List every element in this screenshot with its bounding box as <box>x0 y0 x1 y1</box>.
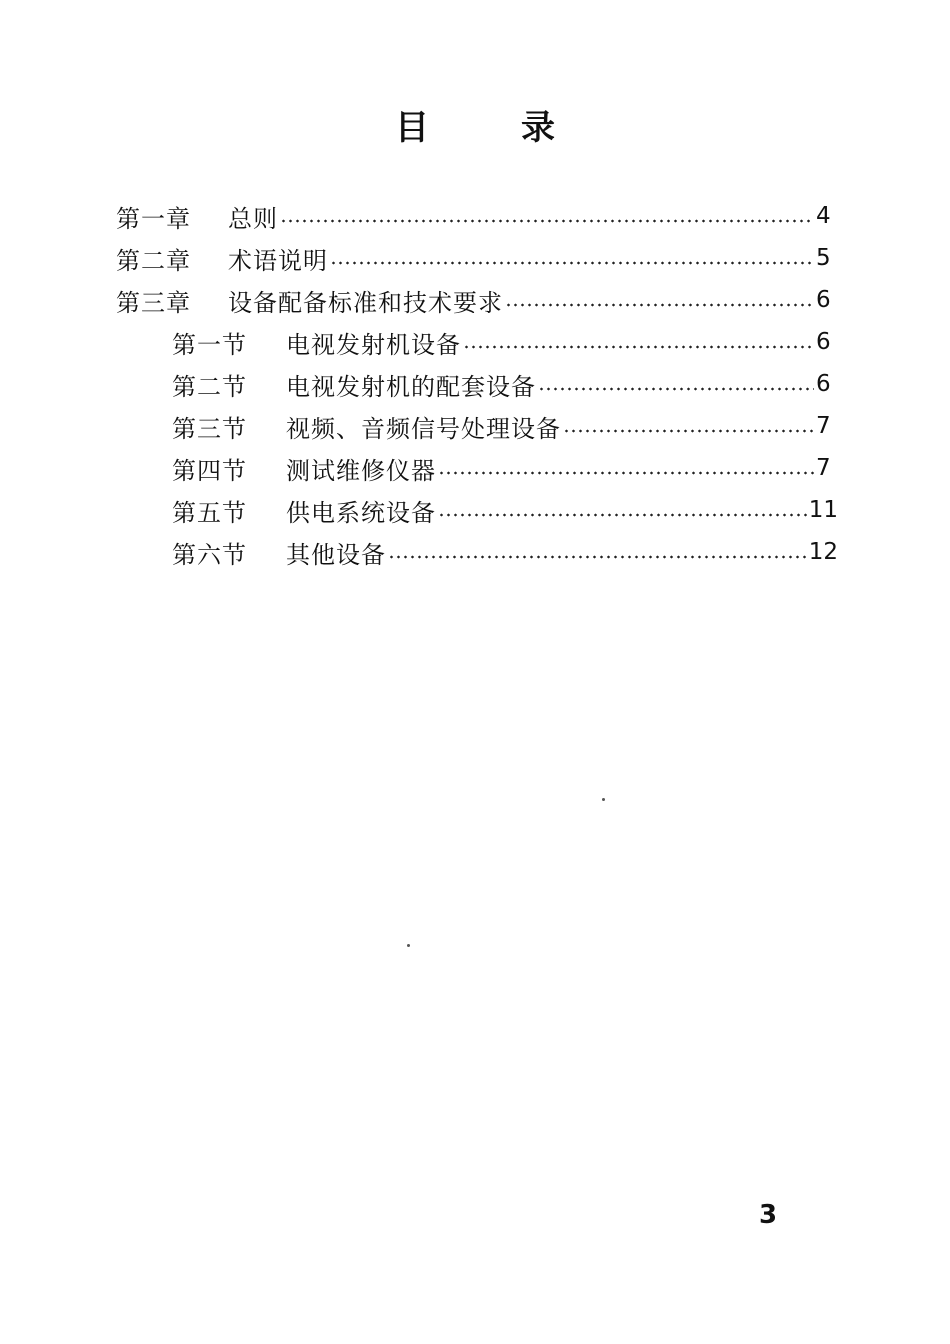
toc-entry-label: 第四节 <box>172 456 247 485</box>
dot-leader <box>330 260 814 266</box>
toc-entry-page: 6 <box>816 329 831 355</box>
toc-entry-label: 第三章 <box>116 288 191 317</box>
toc-entry-title: 视频、音频信号处理设备 <box>286 414 561 443</box>
dot-leader <box>538 386 814 392</box>
toc-entry-section-2[interactable] <box>172 364 838 404</box>
toc-entry-label: 第二章 <box>116 246 191 275</box>
toc-entry-section-4[interactable] <box>172 448 838 488</box>
toc-entry-label: 第六节 <box>172 540 247 569</box>
toc-entry-title: 供电系统设备 <box>286 498 436 527</box>
dot-leader <box>563 428 814 434</box>
toc-entry-chapter-3[interactable] <box>116 280 838 320</box>
title-char-2: 录 <box>521 108 555 148</box>
toc-entry-page: 4 <box>816 203 831 229</box>
dot-leader <box>438 470 814 476</box>
scan-speck <box>602 798 605 801</box>
toc-entry-chapter-1[interactable] <box>116 196 838 236</box>
toc-entry-title: 电视发射机的配套设备 <box>286 372 536 401</box>
toc-entry-label: 第二节 <box>172 372 247 401</box>
toc-entry-chapter-2[interactable] <box>116 238 838 278</box>
toc-entry-page: 12 <box>808 539 838 565</box>
toc-entry-page: 11 <box>808 497 838 523</box>
toc-entry-page: 5 <box>816 245 831 271</box>
title-char-1: 目 <box>395 108 429 148</box>
toc-entry-section-3[interactable] <box>172 406 838 446</box>
toc-entry-section-6[interactable] <box>172 532 838 572</box>
toc-entry-label: 第三节 <box>172 414 247 443</box>
toc-entry-title: 测试维修仪器 <box>286 456 436 485</box>
toc-entry-title: 设备配备标准和技术要求 <box>228 288 503 317</box>
dot-leader <box>463 344 814 350</box>
toc-entry-section-1[interactable] <box>172 322 838 362</box>
toc-entry-label: 第一章 <box>116 204 191 233</box>
toc-entry-label: 第一节 <box>172 330 247 359</box>
toc-entry-title: 总则 <box>228 204 278 233</box>
page-title <box>0 100 950 149</box>
toc-entry-title: 术语说明 <box>228 246 328 275</box>
scan-speck <box>407 944 410 947</box>
dot-leader <box>438 512 807 518</box>
toc-entry-title: 电视发射机设备 <box>286 330 461 359</box>
toc-entry-page: 7 <box>816 455 831 481</box>
toc-entry-page: 7 <box>816 413 831 439</box>
toc-entry-page: 6 <box>816 371 831 397</box>
dot-leader <box>505 302 814 308</box>
toc-entry-section-5[interactable] <box>172 490 838 530</box>
toc-entry-label: 第五节 <box>172 498 247 527</box>
page-number: 3 <box>759 1200 778 1230</box>
dot-leader <box>280 218 814 224</box>
toc-entry-title: 其他设备 <box>286 540 386 569</box>
dot-leader <box>388 554 807 560</box>
toc-entry-page: 6 <box>816 287 831 313</box>
